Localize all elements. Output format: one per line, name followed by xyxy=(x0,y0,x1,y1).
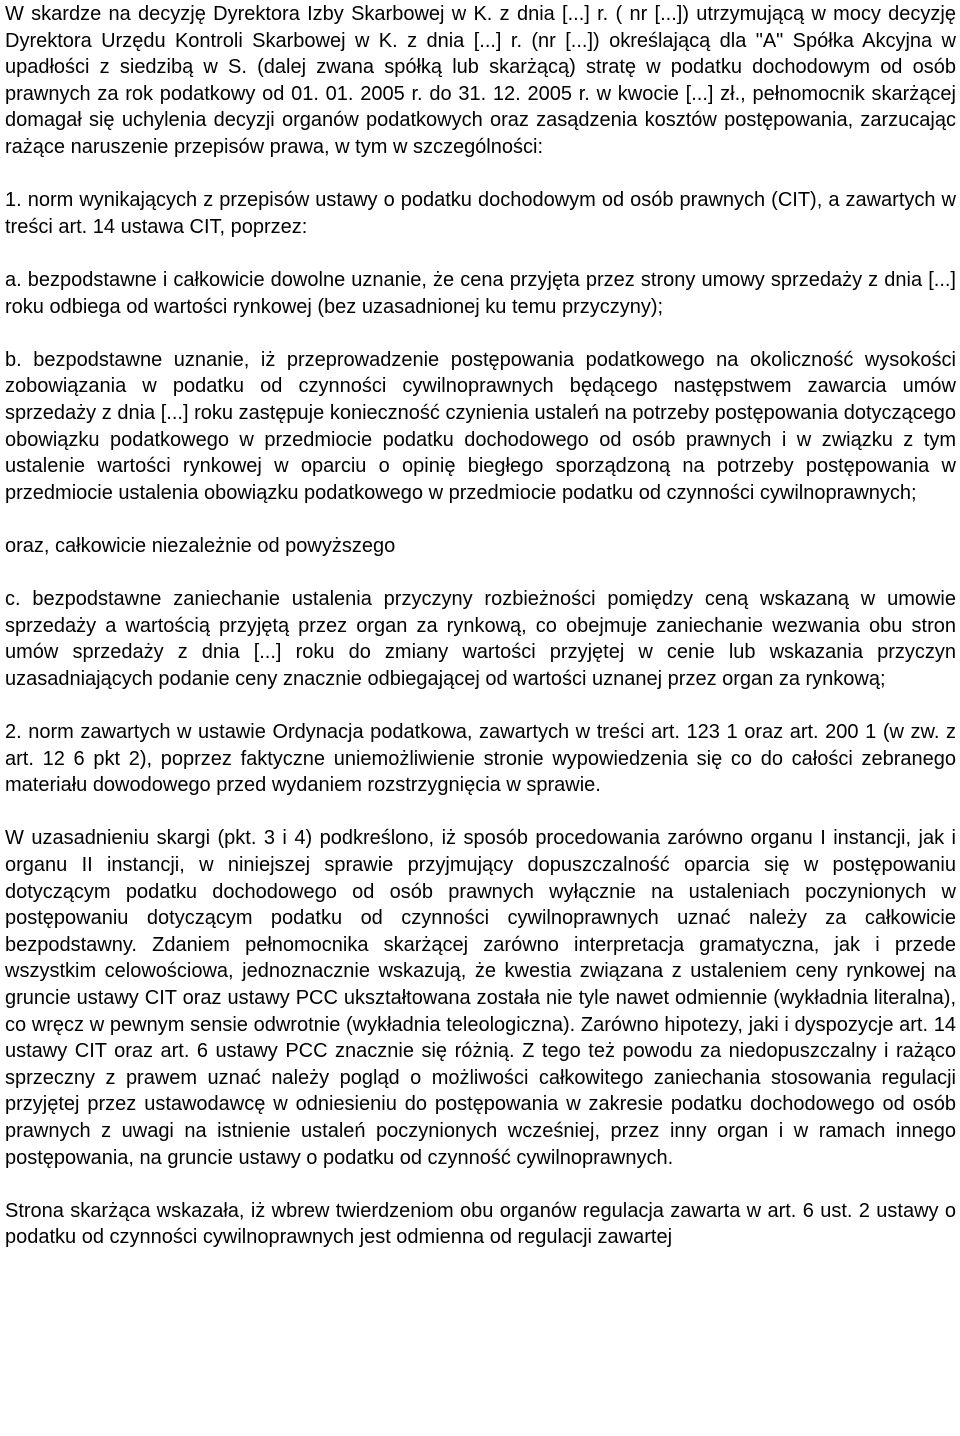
paragraph-connector: oraz, całkowicie niezależnie od powyższego xyxy=(5,534,396,557)
paragraph-point-1a: a. bezpodstawne i całkowicie dowolne uznanie, że cena przyjęta przez strony umowy sprzedaży z dnia [...] roku odbiega od wartości rynkowej (bez uzasadnionej ku temu przyczyny); xyxy=(5,268,956,318)
paragraph-party-argument: Strona skarżąca wskazała, iż wbrew twierdzeniom obu organów regulacja zawarta w art. 6 ust. 2 ustawy o podatku od czynności cywilnoprawnych jest odmienna od regulacji zawartej xyxy=(5,1199,956,1249)
paragraph-point-2: 2. norm zawartych w ustawie Ordynacja podatkowa, zawartych w treści art. 123 1 oraz art. 200 1 (w zw. z art. 12 6 pkt 2), poprzez faktyczne uniemożliwienie stronie wypowiedzenia się co do całości zebranego materiału dowodowego przed wydaniem rozstrzygnięcia w sprawie. xyxy=(5,721,956,797)
paragraph-complaint-intro: W skardze na decyzję Dyrektora Izby Skarbowej w K. z dnia [...] r. ( nr [...]) utrzymującą w mocy decyzję Dyrektora Urzędu Kontroli Skarbowej w K. z dnia [...] r. (nr [...]) określającą dla "A" Spółka Akcyjna w upadłości z siedzibą w S. (dalej zwana spółką lub skarżącą) stratę w podatku dochodowym od osób prawnych za rok podatkowy od 01. 01. 2005 r. do 31. 12. 2005 r. w kwocie [...] zł., pełnomocnik skarżącej domagał się uchylenia decyzji organów podatkowych oraz zasądzenia kosztów postępowania, zarzucając rażące naruszenie przepisów prawa, w tym w szczególności: xyxy=(5,3,956,158)
paragraph-point-1c: c. bezpodstawne zaniechanie ustalenia przyczyny rozbieżności pomiędzy ceną wskazaną w umowie sprzedaży a wartością przyjętą przez organ za rynkową, co obejmuje zaniechanie wezwania obu stron umów sprzedaży z dnia [...] roku do zmiany wartości przyjętej w cenie lub wskazania przyczyn uzasadniających podanie ceny znacznie odbiegającej od wartości uznanej przez organ za rynkową; xyxy=(5,588,956,690)
paragraph-point-1: 1. norm wynikających z przepisów ustawy o podatku dochodowym od osób prawnych (CIT), a zawartych w treści art. 14 ustawa CIT, poprzez: xyxy=(5,189,956,238)
paragraph-justification: W uzasadnieniu skargi (pkt. 3 i 4) podkreślono, iż sposób procedowania zarówno organu I instancji, jak i organu II instancji, w niniejszej sprawie przyjmujący dopuszczalność oparcia się w postępowaniu dotyczącym podatku dochodowego od osób prawnych wyłącznie na ustaleniach poczynionych w postępowaniu dotyczącym podatku od czynności cywilnoprawnych uznać należy za całkowicie bezpodstawny. Zdaniem pełnomocnika skarżącej zarówno interpretacja gramatyczna, jak i przede wszystkim celowościowa, jednoznacznie wskazują, że kwestia związana z ustaleniem ceny rynkowej na gruncie ustawy CIT oraz ustawy PCC ukształtowana została nie tyle nawet odmiennie (wykładnia literalna), co wręcz w pewnym sensie odwrotnie (wykładnia teleologiczna). Zarówno hipotezy, jaki i dyspozycje art. 14 ustawy CIT oraz art. 6 ustawy PCC znacznie się różnią. Z tego też powodu za niedopuszczalny i rażąco sprzeczny z prawem uznać należy pogląd o możliwości całkowitego zaniechania stosowania regulacji przyjętej przez ustawodawcę w odniesieniu do postępowania w zakresie podatku dochodowego od osób prawnych z uwagi na istnienie ustaleń poczynionych wcześniej, przez inny organ i w ramach innego postępowania, na gruncie ustawy o podatku od czynność cywilnoprawnych. xyxy=(5,827,956,1169)
document-page xyxy=(5,1,956,1251)
paragraph-point-1b: b. bezpodstawne uznanie, iż przeprowadzenie postępowania podatkowego na okoliczność wysokości zobowiązania w podatku od czynności cywilnoprawnych będącego następstwem zawarcia umów sprzedaży z dnia [...] roku zastępuje konieczność czynienia ustaleń na potrzeby postępowania dotyczącego obowiązku podatkowego w przedmiocie podatku dochodowego od osób prawnych i w związku z tym ustalenie wartości rynkowej w oparciu o opinię biegłego sporządzoną na potrzeby postępowania w przedmiocie ustalenia obowiązku podatkowego w przedmiocie podatku od czynności cywilnoprawnych; xyxy=(5,348,956,504)
